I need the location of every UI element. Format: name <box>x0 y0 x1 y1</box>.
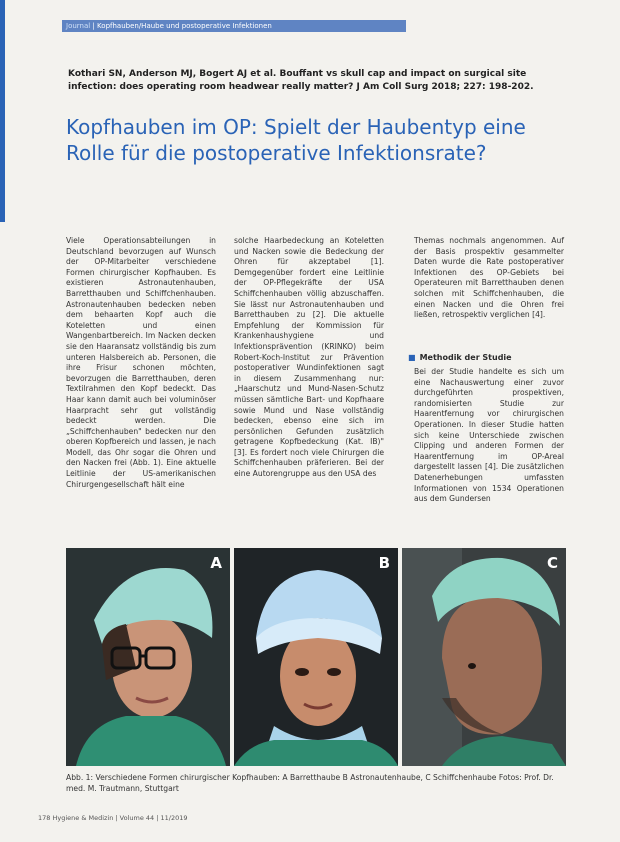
section-heading-text: Methodik der Studie <box>419 353 512 362</box>
section-separator: | <box>92 22 98 30</box>
figure-caption: Abb. 1: Verschiedene Formen chirurgischer Kopfhauben: A Barretthaube B Astronautenhaube, C Schiffchenhaube Fotos: Prof. Dr. med. M. Trautmann, Stuttgart <box>66 773 554 793</box>
accent-bar <box>0 0 5 222</box>
photo-label: A <box>210 554 222 572</box>
body-column-3b <box>414 367 564 505</box>
article-title: Kopfhauben im OP: Spielt der Haubentyp eine Rolle für die postoperative Infektionsrate? <box>66 115 526 165</box>
photo-b <box>234 548 398 766</box>
photo-a <box>66 548 230 766</box>
photo-label: C <box>546 554 558 572</box>
section-bullet-icon: ■ <box>408 353 416 362</box>
paragraph: Themas nochmals angenommen. Auf der Basis prospektiv gesammelter Daten wurde die Rate postoperativer Infektionen des OP-Gebiets bei Operateuren mit Barretthauben denen solchen mit Schiffchenhauben, die einen Nacken und die Ohren frei ließen, retrospektiv verglichen [4]. <box>414 236 564 320</box>
photo-label: B <box>378 554 390 572</box>
section-label: Journal <box>66 22 91 30</box>
paragraph: Bei der Studie handelte es sich um eine Nachauswertung einer zuvor durchgeführten prospektiven, randomisierten Studie zur Haarentfernung vor chirurgischen Operationen. In dieser Studie hatten sich keine Unterschiede zwischen Clipping und anderen Formen der Haarentfernung im OP-Areal dargestellt lassen [4]. Die zusätzlichen Datenerhebungen umfassten Informationen von 1534 Operationen aus dem Gundersen <box>414 367 564 504</box>
page-footer: 178 Hygiene & Medizin | Volume 44 | 11/2019 <box>38 814 188 822</box>
section-header <box>62 20 406 32</box>
paragraph: Viele Operationsabteilungen in Deutschland bevorzugen auf Wunsch der OP-Mitarbeiter verschiedene Formen chirurgischer Kopfhauben. Es existieren Astronautenhauben, Barretthauben und Schiffchenhauben. Astronautenhauben bedecken neben dem behaarten Kopf auch die Koteletten und einen Wangenbartbereich. Im Nacken decken sie den Haaransatz vollständig bis zum unteren Halsbereich ab. Personen, die ihre Frisur schonen möchten, bevorzugen die Barretthauben, deren Textilrahmen den Kopf bedeckt. Das Haar kann damit auch bei voluminöser Haarpracht sehr gut vollständig bedeckt werden. Die „Schiffchenhauben" bedecken nur den oberen Kopfbereich und lassen, je nach Modell, das Ohr sogar die Ohren und den Nacken frei (Abb. 1). Eine aktuelle Leitlinie der US-amerikanischen Chirurgengesellschaft hält eine <box>66 236 216 489</box>
photo-c <box>402 548 566 766</box>
body-column-1 <box>66 236 216 490</box>
citation: Kothari SN, Anderson MJ, Bogert AJ et al. Bouffant vs skull cap and impact on surgical site infection: does operating room headwear really matter? J Am Coll Surg 2018; 227: 198-202. <box>68 69 534 92</box>
body-column-2 <box>234 236 384 480</box>
paragraph: solche Haarbedeckung an Koteletten und Nacken sowie die Bedeckung der Ohren für akzeptabel [1]. Demgegenüber fordert eine Leitlinie der OP-Pflegekräfte der USA Schiffchenhauben völlig abzuschaffen. Sie lässt nur Astronautenhauben und Barretthauben zu [2]. Die aktuelle Empfehlung der Kommission für Krankenhaushygiene und Infektionsprävention (KRINKO) beim Robert-Koch-Institut zur Prävention postoperativer Wundinfektionen sagt in diesem Zusammenhang nur: „Haarschutz und Mund-Nasen-Schutz müssen sämtliche Bart- und Kopfhaare sowie Mund und Nase vollständig bedecken, ebenso eine sich im persönlichen Gefunden zusätzlich getragene Kopfbedeckung (Kat. IB)" [3]. Es fordert noch viele Chirurgen die Schiffchenhauben präferieren. Bei der eine Autorengruppe aus den USA des <box>234 236 384 479</box>
section-topic: Kopfhauben/Haube und postoperative Infektionen <box>97 22 272 30</box>
section-heading <box>408 353 568 362</box>
body-column-3 <box>414 236 564 321</box>
